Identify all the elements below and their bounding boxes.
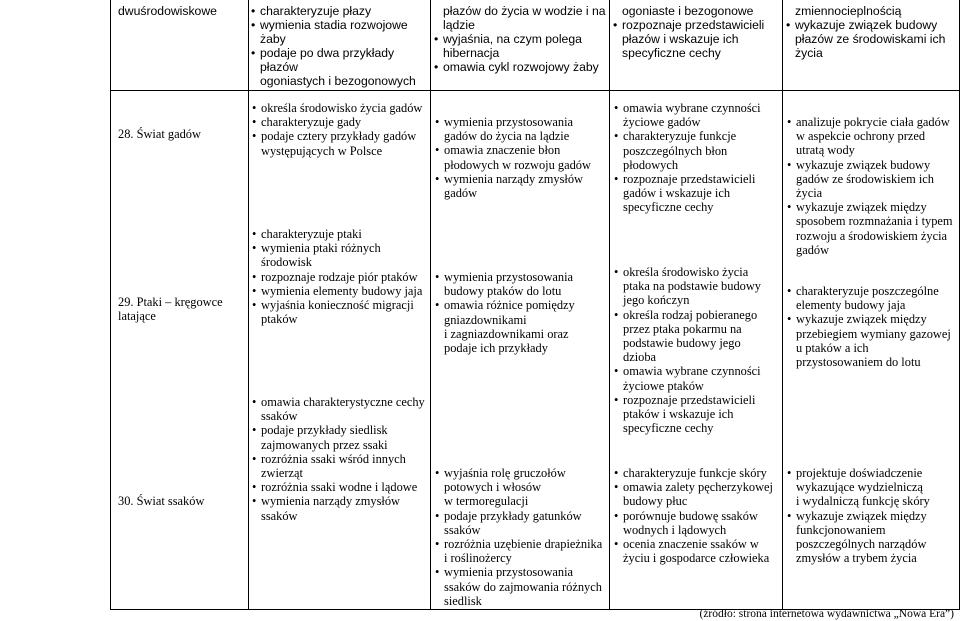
requirements-cell-top-advanced: [612, 5, 780, 61]
requirements-basic-ssaki: [251, 395, 429, 523]
requirements-advanced-ssaki: [613, 466, 781, 565]
requirement-item-cont: życia: [795, 45, 823, 60]
requirement-item: • podaje cztery przykłady gadów: [251, 129, 429, 143]
requirement-item-cont: jego kończyn: [623, 293, 690, 308]
requirement-item-cont: funkcjonowaniem: [796, 522, 886, 537]
topic-cell-gady: [118, 127, 246, 141]
requirement-item-cont: przez ptaka pokarmu na: [623, 321, 742, 336]
requirement-item: • analizuje pokrycie ciała gadów: [786, 115, 958, 129]
requirement-item: • wymienia ptaki różnych: [251, 241, 429, 255]
requirement-item-cont: specyficzne cechy: [622, 45, 721, 60]
requirements-cell-top-extended: [433, 5, 607, 75]
requirement-item-cont: ssaków do zajmowania różnych: [444, 579, 602, 594]
requirement-item-cont: ptaków i wskazuje ich: [623, 407, 734, 422]
requirement-item: • projektuje doświadczenie: [786, 466, 958, 480]
requirement-item: • charakteryzuje ptaki: [251, 227, 429, 241]
topic-cell-top: [118, 5, 246, 19]
requirements-excellent-gady: [786, 115, 958, 257]
topic-title: 30. Świat ssaków: [118, 494, 205, 508]
requirement-item: • wykazuje związek między: [786, 312, 958, 326]
requirements-basic-ptaki: [251, 227, 429, 326]
requirement-item-cont: zajmowanych przez ssaki: [261, 437, 388, 452]
requirement-item: • rozpoznaje przedstawicieli: [612, 19, 780, 33]
requirement-item: • określa środowisko życia gadów: [251, 101, 429, 115]
requirement-item: • omawia wybrane czynności: [613, 364, 781, 378]
requirement-item-cont: utratą wody: [796, 143, 855, 158]
requirement-item-cont: życia: [796, 186, 823, 201]
requirement-item-cont: gadów i wskazuje ich: [623, 186, 731, 201]
requirement-item: • ocenia znaczenie ssaków w: [613, 537, 781, 551]
requirement-item-cont: gadów: [444, 186, 478, 201]
requirement-item-cont: dzioba: [623, 350, 657, 365]
requirement-item: • omawia różnice pomiędzy: [434, 298, 608, 312]
requirement-item-cont: płazów ze środowiskami ich: [795, 31, 946, 46]
requirement-item-cont: płazów do życia w wodzie i na: [443, 4, 606, 18]
requirement-item-cont: hibernacja: [443, 45, 500, 60]
requirement-item: • wymienia przystosowania: [434, 270, 608, 284]
requirement-item-cont: gniazdownikami: [444, 312, 527, 327]
requirements-excellent-ssaki: [786, 466, 958, 565]
requirement-item: • rozpoznaje przedstawicieli: [613, 172, 781, 186]
requirement-item: • wymienia przystosowania: [434, 565, 608, 579]
requirement-item-cont: poszczególnych błon: [623, 143, 728, 158]
requirement-item-cont: przystosowaniem do lotu: [796, 355, 921, 370]
requirement-item-cont: w aspekcie ochrony przed: [796, 129, 926, 144]
requirement-item: • wyjaśnia rolę gruczołów: [434, 466, 608, 480]
requirement-item: • rozpoznaje rodzaje piór ptaków: [251, 270, 429, 284]
requirement-item-cont: i roślinożercy: [444, 551, 512, 566]
requirement-item-cont: ptaków: [261, 312, 298, 327]
requirement-item: • rozróżnia uzębienie drapieżnika: [434, 537, 608, 551]
topic-cell-ptaki: [118, 295, 242, 323]
requirement-item: • rozróżnia ssaki wśród innych: [251, 452, 429, 466]
source-note: (źródło: strona internetowa wydawnictwa „Nowa Era”): [699, 608, 954, 620]
requirement-item: • charakteryzuje płazy: [250, 5, 428, 19]
requirement-item: • podaje po dwa przykłady płazów: [250, 47, 428, 75]
requirement-item-cont: budowy ptaków do lotu: [444, 284, 562, 299]
requirement-item-cont: płazów i wskazuje ich: [622, 31, 739, 46]
requirements-cell-top-excellent: [785, 5, 957, 61]
requirement-item-cont: życiu i gospodarce człowieka: [623, 551, 770, 566]
requirement-item-cont: budowy płuc: [623, 494, 688, 509]
requirement-item-cont: płodowych: [623, 157, 679, 172]
requirements-advanced-ptaki: [613, 265, 781, 435]
requirement-item-cont: zmysłów a trybem życia: [796, 551, 917, 566]
requirement-item: • określa rodzaj pobieranego: [613, 308, 781, 322]
requirement-item-cont: ptaka na podstawie budowy: [623, 279, 761, 294]
requirement-item: • charakteryzuje poszczególne: [786, 284, 958, 298]
requirement-item: • omawia wybrane czynności: [613, 101, 781, 115]
requirement-item-cont: podstawie budowy jego: [623, 336, 741, 351]
requirement-item-cont: elementy budowy jaja: [796, 298, 906, 313]
requirement-item: • omawia zalety pęcherzykowej: [613, 480, 781, 494]
requirement-item-cont: gadów ze środowiskiem ich: [796, 171, 934, 186]
requirement-item: • wymienia elementy budowy jaja: [251, 284, 429, 298]
requirement-item: • rozróżnia ssaki wodne i lądowe: [251, 480, 429, 494]
requirement-item-cont: ssaków: [444, 522, 481, 537]
column-divider: [248, 0, 249, 610]
requirement-item: • charakteryzuje gady: [251, 115, 429, 129]
requirement-item: • wymienia przystosowania: [434, 115, 608, 129]
topic-label: dwuśrodowiskowe: [118, 4, 217, 18]
requirement-item: • porównuje budowę ssaków: [613, 509, 781, 523]
column-divider: [110, 0, 111, 610]
requirement-item-cont: podaje ich przykłady: [444, 341, 548, 356]
requirement-item-cont: zwierząt: [261, 466, 303, 481]
requirement-item: • wykazuje związek budowy: [785, 19, 957, 33]
requirement-item-cont: i wydalniczą funkcję skóry: [796, 494, 930, 509]
requirements-excellent-ptaki: [786, 284, 958, 369]
requirement-item-cont: ogoniastych i bezogonowych: [260, 73, 416, 88]
requirements-advanced-gady: [613, 101, 781, 215]
requirement-item-cont: w termoregulacji: [444, 494, 529, 509]
requirement-item-cont: potowych i włosów: [444, 480, 542, 495]
requirements-extended-gady: [434, 115, 608, 200]
requirement-item: • charakteryzuje funkcje skóry: [613, 466, 781, 480]
requirements-extended-ssaki: [434, 466, 608, 608]
requirement-item-cont: rozwoju a środowiskiem życia: [796, 228, 948, 243]
row-divider: [110, 90, 960, 91]
requirement-item-cont: gadów do życia na lądzie: [444, 129, 570, 144]
requirement-item-cont: i zagniazdownikami oraz: [444, 326, 569, 341]
requirement-item-cont: specyficzne cechy: [623, 421, 714, 436]
requirement-item: • wyjaśnia, na czym polega: [433, 33, 607, 47]
requirement-item-cont: występujących w Polsce: [261, 143, 383, 158]
requirement-item: • omawia charakterystyczne cechy: [251, 395, 429, 409]
requirement-item-cont: gadów: [796, 242, 830, 257]
topic-title: 29. Ptaki – kręgowce latające: [118, 295, 223, 324]
requirement-item-cont: życiowe ptaków: [623, 378, 704, 393]
requirement-item-cont: przebiegiem wymiany gazowej: [796, 326, 951, 341]
requirement-item-cont: zmiennocieplnością: [795, 4, 902, 18]
column-divider: [782, 0, 783, 610]
requirement-item: • określa środowisko życia: [613, 265, 781, 279]
requirements-basic-gady: [251, 101, 429, 158]
requirement-item-cont: poszczególnych narządów: [796, 537, 927, 552]
requirement-item-cont: płodowych w rozwoju gadów: [444, 157, 591, 172]
requirement-item: • omawia znaczenie błon: [434, 143, 608, 157]
requirement-item: • wymienia stadia rozwojowe żaby: [250, 19, 428, 47]
requirement-item: • charakteryzuje funkcje: [613, 129, 781, 143]
requirement-item-cont: ssaków: [261, 409, 298, 424]
requirement-item: • podaje przykłady siedlisk: [251, 423, 429, 437]
requirement-item-cont: ssaków: [261, 508, 298, 523]
requirement-item: • wykazuje związek między: [786, 509, 958, 523]
requirement-item: • wyjaśnia konieczność migracji: [251, 298, 429, 312]
requirement-item-cont: wykazujące wydzielniczą: [796, 480, 923, 495]
requirements-cell-top-basic: [250, 5, 428, 88]
requirement-item-cont: ogoniaste i bezogonowe: [622, 4, 754, 18]
topic-title: 28. Świat gadów: [118, 127, 201, 141]
requirement-item-cont: życiowe gadów: [623, 115, 701, 130]
requirement-item: • wykazuje związek budowy: [786, 158, 958, 172]
requirement-item: • rozpoznaje przedstawicieli: [613, 393, 781, 407]
requirement-item-cont: lądzie: [443, 17, 475, 32]
requirement-item: • wykazuje związek między: [786, 200, 958, 214]
column-divider: [609, 0, 610, 610]
column-divider: [430, 0, 431, 610]
topic-cell-ssaki: [118, 494, 246, 508]
requirements-extended-ptaki: [434, 270, 608, 355]
requirement-item-cont: u ptaków a ich: [796, 340, 869, 355]
requirement-item: • omawia cykl rozwojowy żaby: [433, 61, 607, 75]
requirement-item: • podaje przykłady gatunków: [434, 509, 608, 523]
requirement-item-cont: sposobem rozmnażania i typem: [796, 214, 953, 229]
requirement-item-cont: środowisk: [261, 255, 312, 270]
requirement-item-cont: specyficzne cechy: [623, 200, 714, 215]
requirement-item-cont: wodnych i lądowych: [623, 522, 727, 537]
requirement-item-cont: siedlisk: [444, 593, 482, 608]
requirement-item: • wymienia narządy zmysłów: [251, 494, 429, 508]
requirement-item: • wymienia narządy zmysłów: [434, 172, 608, 186]
